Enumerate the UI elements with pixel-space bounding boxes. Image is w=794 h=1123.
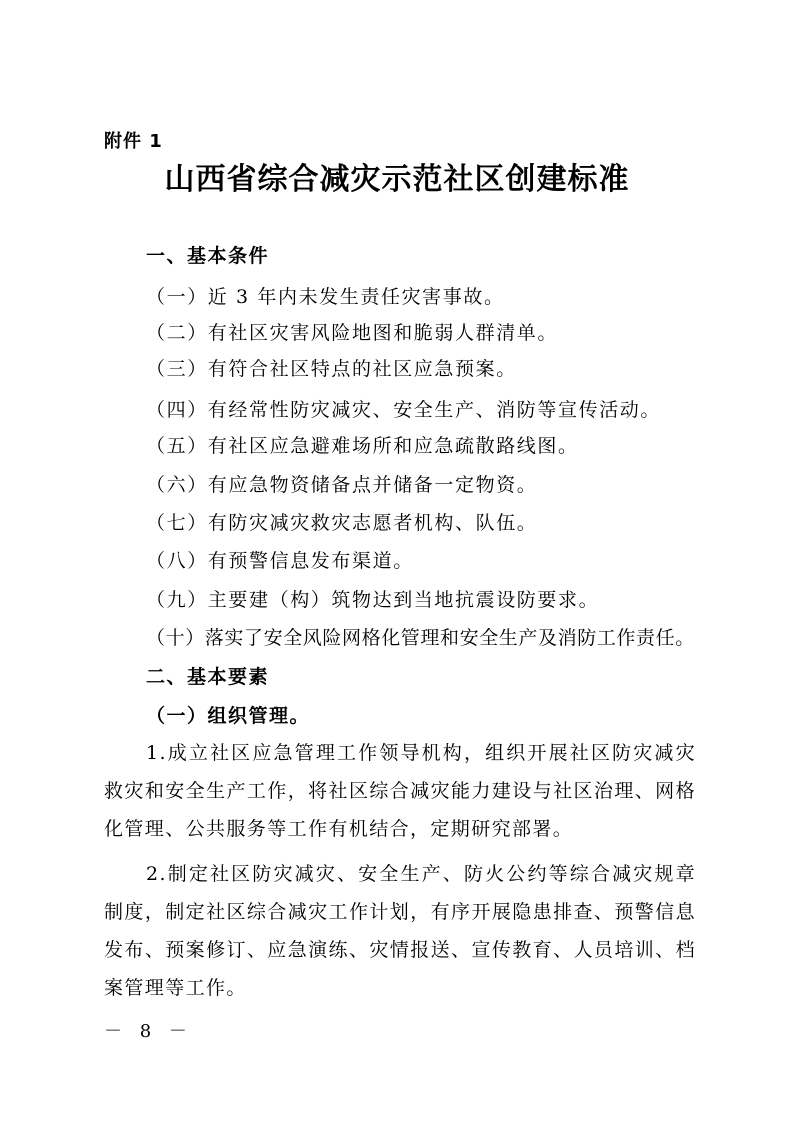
condition-item-5: （五）有社区应急避难场所和应急疏散路线图。	[146, 435, 579, 457]
section-heading-basic-elements: 二、基本要素	[146, 666, 270, 688]
attachment-label: 附件 1	[104, 131, 163, 152]
condition-item-6: （六）有应急物资储备点并储备一定物资。	[146, 474, 538, 496]
section-heading-basic-conditions: 一、基本条件	[146, 245, 270, 267]
condition-item-7: （七）有防灾减灾救灾志愿者机构、队伍。	[146, 512, 538, 534]
condition-item-4: （四）有经常性防灾减灾、安全生产、消防等宣传活动。	[146, 399, 662, 421]
condition-item-10: （十）落实了安全风险网格化管理和安全生产及消防工作责任。	[146, 627, 695, 649]
paragraph-1: 1.成立社区应急管理工作领导机构，组织开展社区防灾减灾救灾和安全生产工作，将社区综合减灾能力建设与社区治理、网格化管理、公共服务等工作有机结合，定期研究部署。	[104, 742, 696, 840]
subsection-heading-organization: （一）组织管理。	[146, 705, 311, 727]
paragraph-2: 2.制定社区防灾减灾、安全生产、防火公约等综合减灾规章制度，制定社区综合减灾工作计划，有序开展隐患排查、预警信息发布、预案修订、应急演练、灾情报送、宣传教育、人员培训、档案管理等工作。	[104, 863, 696, 999]
condition-item-9: （九）主要建（构）筑物达到当地抗震设防要求。	[146, 589, 600, 611]
condition-item-8: （八）有预警信息发布渠道。	[146, 550, 414, 572]
condition-item-3: （三）有符合社区特点的社区应急预案。	[146, 358, 517, 380]
page-number: － 8 －	[104, 1021, 193, 1042]
document-title: 山西省综合减灾示范社区创建标准	[164, 162, 630, 197]
condition-item-1: （一）近 3 年内未发生责任灾害事故。	[146, 286, 505, 308]
condition-item-2: （二）有社区灾害风险地图和脆弱人群清单。	[146, 322, 559, 344]
